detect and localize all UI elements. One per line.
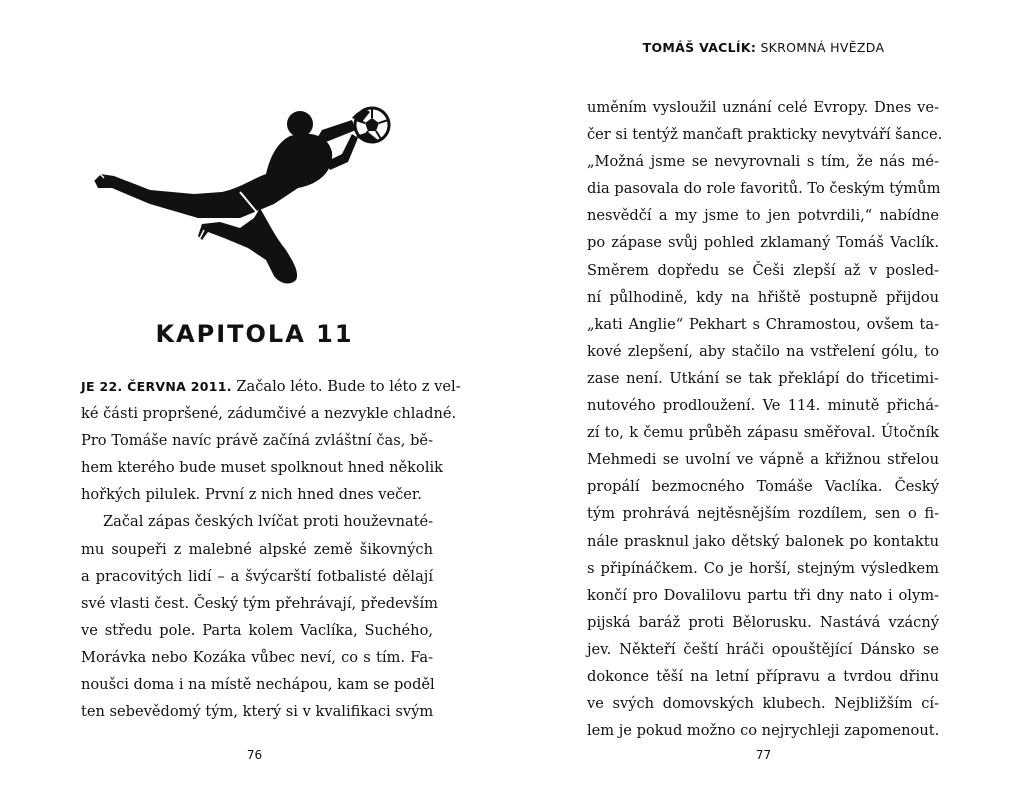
text-line: kové zlepšení, aby stačilo na vstřelení gólu, to (587, 342, 939, 360)
text-line: tým prohrává nejtěsnějším rozdílem, sen o fi- (587, 505, 939, 523)
text-line: noušci doma i na místě nechápou, kam se poděl (81, 676, 435, 694)
text-line: ve středu pole. Parta kolem Vaclíka, Suchého, (81, 621, 433, 639)
text-line: nesvědčí a my jsme to jen potvrdili,“ nabídne (587, 207, 939, 225)
text-line: končí pro Dovalilovu partu tři dny nato i olym- (587, 586, 939, 604)
chapter-lead-date: JE 22. ČERVNA 2011. (81, 379, 232, 394)
chapter-title: KAPITOLA 11 (155, 320, 354, 348)
running-head-title: SKROMNÁ HVĚZDA (760, 40, 885, 55)
text-line: ní půlhodině, kdy na hřiště postupně přijdou (587, 288, 939, 306)
right-body-text (587, 94, 943, 744)
text-line: „kati Anglie“ Pekhart s Chramostou, ovšem ta- (587, 315, 939, 333)
text-line: s připínáčkem. Co je horší, stejným výsledkem (587, 559, 939, 577)
text-line-rest: Začalo léto. Bude to léto z vel- (231, 378, 461, 395)
page-number: 77 (755, 748, 772, 762)
text-line: propálí bezmocného Tomáše Vaclíka. Český (587, 478, 939, 496)
left-body-text (81, 373, 461, 725)
text-line (81, 373, 461, 400)
text-line: a pracovitých lidí – a švýcarští fotbalisté dělají (81, 567, 433, 585)
text-line: ve svých domovských klubech. Nejbližším cí- (587, 695, 939, 713)
text-line: své vlasti čest. Český tým přehrávají, především (81, 594, 438, 612)
text-line: Směrem dopředu se Češi zlepší až v posled- (587, 261, 939, 279)
text-line: ké části propršené, zádumčivé a nezvykle chladné. (81, 405, 457, 423)
text-line: čer si tentýž mančaft prakticky nevytváří šance. (587, 126, 943, 144)
text-line: lem je pokud možno co nejrychleji zapomenout. (587, 722, 940, 740)
text-line: dokonce těší na letní přípravu a tvrdou dřinu (587, 667, 939, 685)
text-line: po zápase svůj pohled zklamaný Tomáš Vaclík. (587, 234, 939, 252)
text-line: dia pasovala do role favoritů. To českým týmům (587, 180, 941, 198)
right-page (509, 0, 1018, 800)
text-line: ten sebevědomý tým, který si v kvalifikaci svým (81, 703, 434, 721)
text-line: hořkých pilulek. První z nich hned dnes večer. (81, 486, 422, 504)
text-line: zí to, k čemu průběh zápasu směřoval. Útočník (587, 424, 939, 442)
goalkeeper-silhouette-icon (90, 100, 400, 290)
text-line: pijská baráž proti Bělorusku. Nastává vzácný (587, 613, 939, 631)
running-head (509, 40, 1018, 55)
text-line: nutového prodloužení. Ve 114. minutě přichá- (587, 397, 939, 415)
text-line: hem kterého bude muset spolknout hned několik (81, 459, 443, 477)
text-line: jev. Někteří čeští hráči opouštějící Dánsko se (587, 640, 939, 658)
text-line: Mehmedi se uvolní ve vápně a křižnou střelou (587, 451, 939, 469)
text-line: Morávka nebo Kozáka vůbec neví, co s tím. Fa- (81, 648, 433, 666)
running-head-name: TOMÁŠ VACLÍK: (642, 40, 757, 55)
text-line: nále prasknul jako dětský balonek po kontaktu (587, 532, 939, 550)
text-line: Začal zápas českých lvíčat proti houževnaté- (103, 513, 434, 531)
text-line: Pro Tomáše navíc právě začíná zvláštní čas, bě- (81, 432, 433, 450)
text-line: „Možná jsme se nevyrovnali s tím, že nás mé- (587, 153, 939, 171)
text-line: uměním vysloužil uznání celé Evropy. Dnes ve- (587, 99, 939, 116)
page-number: 76 (246, 748, 263, 762)
text-line: mu soupeři z malebné alpské země šikovných (81, 540, 433, 558)
text-line: zase není. Utkání se tak překlápí do třicetimi- (587, 369, 939, 387)
